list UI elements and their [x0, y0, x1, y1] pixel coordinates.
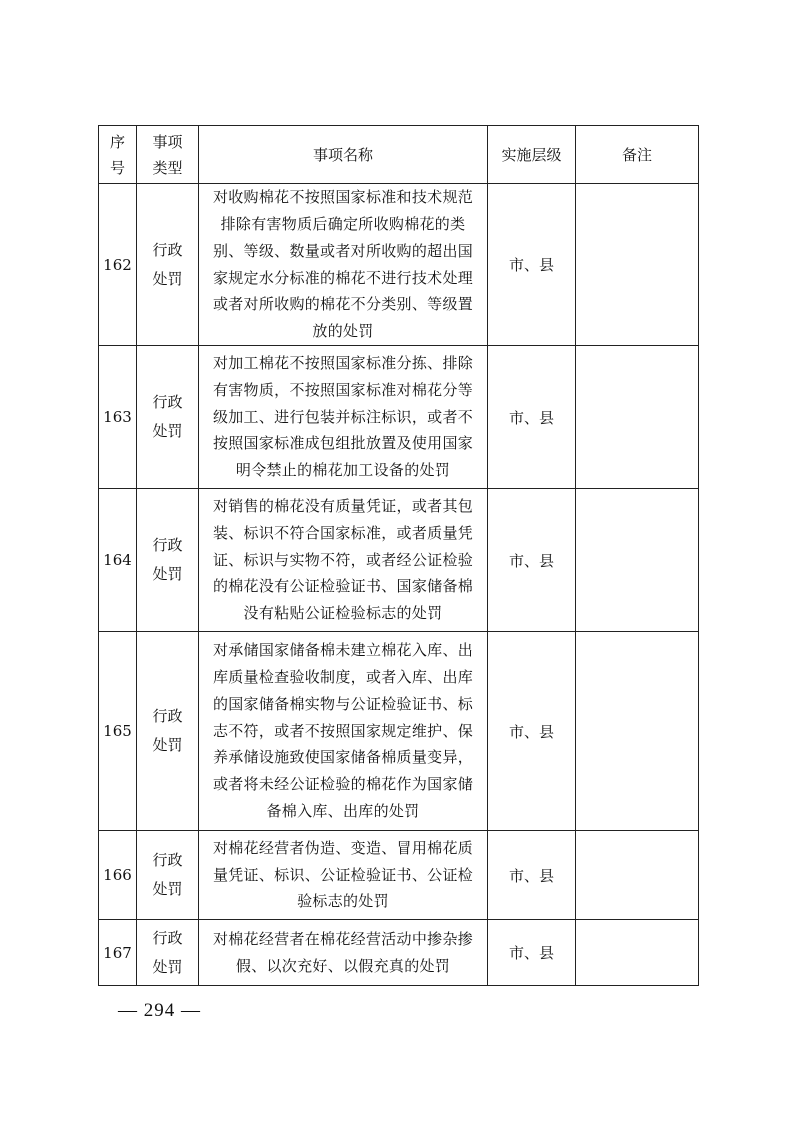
row-number: 166: [99, 831, 137, 920]
row-type: [137, 184, 199, 346]
row-name-line: 证、标识与实物不符，或者经公证检验: [212, 550, 474, 569]
row-name: [199, 346, 488, 489]
row-name-line: 或者将未经公证检验的棉花作为国家储: [212, 775, 474, 794]
row-type: [137, 632, 199, 831]
row-type-line: 处罚: [152, 565, 183, 583]
row-name: [199, 489, 488, 632]
row-note: [576, 632, 699, 831]
row-number: 162: [99, 184, 137, 346]
table-row: [99, 489, 699, 632]
row-type-line: 行政: [152, 928, 183, 947]
row-number: 167: [99, 920, 137, 986]
row-type-line: 处罚: [152, 269, 183, 288]
row-name: [199, 920, 488, 986]
row-type-line: 行政: [152, 536, 183, 554]
row-type-line: 处罚: [152, 736, 183, 754]
row-type-line: 行政: [152, 851, 183, 869]
header-type-line: 事项: [152, 132, 183, 151]
row-number: 165: [99, 632, 137, 831]
header-level: 实施层级: [488, 126, 576, 184]
row-name-line: 对收购棉花不按照国家标准和技术规范: [212, 188, 474, 207]
row-name: [199, 831, 488, 920]
header-seq: [99, 126, 137, 184]
row-level: 市、县: [488, 489, 576, 632]
header-type-line: 类型: [152, 158, 183, 177]
row-note: [576, 920, 699, 986]
header-row: [99, 126, 699, 184]
row-name-line: 放的处罚: [312, 322, 374, 341]
row-name-line: 按照国家标准成包组批放置及使用国家: [212, 434, 474, 453]
row-type-line: 行政: [152, 393, 183, 411]
row-type: [137, 831, 199, 920]
row-name-line: 对承储国家储备棉未建立棉花入库、出: [212, 641, 474, 660]
row-type-line: 行政: [152, 707, 183, 725]
row-type: [137, 920, 199, 986]
row-name-line: 排除有害物质后确定所收购棉花的类: [220, 214, 466, 233]
row-type: [137, 346, 199, 489]
header-name: 事项名称: [199, 126, 488, 184]
row-name-line: 备棉入库、出库的处罚: [266, 801, 420, 820]
table-row: [99, 184, 699, 346]
document-table: [98, 125, 699, 986]
row-name-line: 志不符，或者不按照国家规定维护、保: [212, 721, 474, 740]
row-note: [576, 831, 699, 920]
row-name-line: 家规定水分标准的棉花不进行技术处理: [212, 268, 474, 287]
table-row: [99, 831, 699, 920]
row-name-line: 明令禁止的棉花加工设备的处罚: [235, 461, 451, 480]
row-name-line: 的棉花没有公证检验证书、国家储备棉: [212, 577, 474, 596]
row-note: [576, 489, 699, 632]
row-name-line: 对加工棉花不按照国家标准分拣、排除: [212, 354, 474, 372]
row-name-line: 没有粘贴公证检验标志的处罚: [243, 604, 443, 623]
row-type-line: 处罚: [152, 422, 183, 440]
row-type-line: 处罚: [152, 880, 183, 898]
row-name: [199, 632, 488, 831]
row-name-line: 的国家储备棉实物与公证检验证书、标: [212, 694, 474, 713]
header-type: [137, 126, 199, 184]
row-name-line: 验标志的处罚: [297, 892, 389, 911]
row-name: [199, 184, 488, 346]
row-name-line: 级加工、进行包装并标注标识，或者不: [212, 407, 474, 426]
row-type-line: 行政: [152, 240, 183, 259]
row-level: 市、县: [488, 831, 576, 920]
row-level: 市、县: [488, 920, 576, 986]
row-name-line: 假、以次充好、以假充真的处罚: [235, 956, 451, 975]
row-note: [576, 346, 699, 489]
table-row: [99, 920, 699, 986]
header-note: 备注: [576, 126, 699, 184]
row-name-line: 装、标识不符合国家标准，或者质量凭: [212, 523, 474, 542]
row-name-line: 量凭证、标识、公证检验证书、公证检: [212, 865, 474, 884]
row-type-line: 处罚: [152, 957, 183, 976]
row-name-line: 或者对所收购的棉花不分类别、等级置: [212, 295, 474, 314]
row-number: 163: [99, 346, 137, 489]
row-name-line: 别、等级、数量或者对所收购的超出国: [212, 241, 474, 260]
header-seq-line: 序: [109, 132, 125, 151]
row-level: 市、县: [488, 184, 576, 346]
row-name-line: 养承储设施致使国家储备棉质量变异，: [212, 748, 474, 767]
page-number: — 294 —: [118, 1000, 201, 1021]
table-row: [99, 346, 699, 489]
row-type: [137, 489, 199, 632]
row-name-line: 库质量检查验收制度，或者入库、出库: [212, 668, 474, 686]
table-row: [99, 632, 699, 831]
header-seq-line: 号: [109, 158, 125, 177]
row-level: 市、县: [488, 346, 576, 489]
row-note: [576, 184, 699, 346]
row-name-line: 有害物质，不按照国家标准对棉花分等: [212, 380, 474, 399]
row-name-line: 对棉花经营者在棉花经营活动中掺杂掺: [212, 929, 474, 948]
row-level: 市、县: [488, 632, 576, 831]
row-name-line: 对棉花经营者伪造、变造、冒用棉花质: [212, 838, 474, 857]
row-name-line: 对销售的棉花没有质量凭证，或者其包: [212, 497, 474, 515]
row-number: 164: [99, 489, 137, 632]
